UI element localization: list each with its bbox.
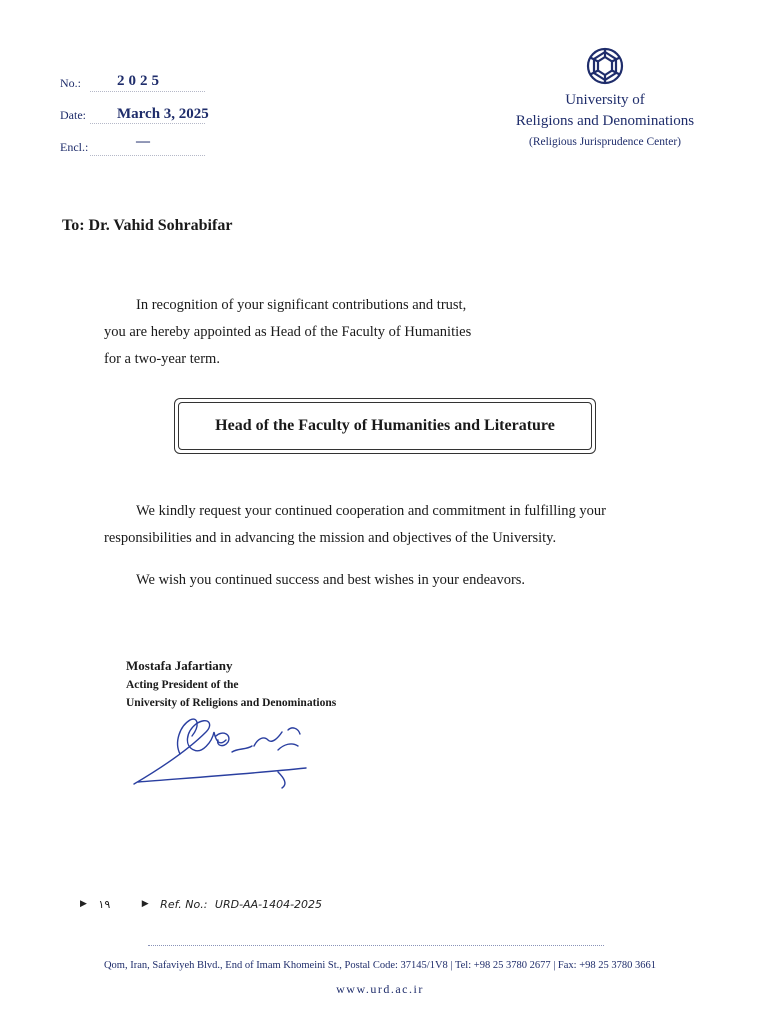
paragraph-line: responsibilities and in advancing the mission and objectives of the University. bbox=[104, 530, 557, 546]
paragraph-line: In recognition of your significant contributions and trust, bbox=[136, 297, 467, 313]
enclosure-value: — bbox=[136, 134, 150, 149]
university-name-line2: Religions and Denominations bbox=[515, 113, 695, 129]
footer-website: www.urd.ac.ir bbox=[336, 982, 424, 996]
request-paragraph bbox=[104, 498, 684, 552]
paragraph-line: for a two-year term. bbox=[104, 351, 220, 367]
university-center: (Religious Jurisprudence Center) bbox=[528, 136, 681, 148]
position-title-box bbox=[174, 398, 596, 454]
reference-label: Ref. No.: bbox=[160, 897, 208, 911]
wishes-paragraph: We wish you continued success and best wishes in your endeavors. bbox=[136, 572, 526, 588]
university-emblem-icon bbox=[585, 46, 625, 86]
footer-address: Qom, Iran, Safaviyeh Blvd., End of Imam Khomeini St., Postal Code: 37145/1V8 | Tel: +98 25 3780 2677 | Fax: +98 25 3780 3661 bbox=[103, 960, 657, 971]
position-title: Head of the Faculty of Humanities and Literature bbox=[178, 402, 592, 450]
triangle-right-icon: ▶ bbox=[80, 899, 87, 909]
letter-meta bbox=[60, 73, 209, 172]
number-row bbox=[60, 73, 200, 108]
university-letterhead bbox=[500, 46, 710, 152]
recipient-line: To: Dr. Vahid Sohrabifar bbox=[62, 217, 233, 234]
date-label: Date: bbox=[60, 108, 86, 122]
signer-title-line2: University of Religions and Denominations bbox=[126, 697, 337, 709]
enclosure-row bbox=[60, 134, 200, 172]
triangle-right-icon: ▶ bbox=[141, 899, 149, 909]
signer-title-line1: Acting President of the bbox=[126, 679, 239, 691]
signer-block bbox=[126, 656, 336, 712]
handwritten-signature bbox=[128, 712, 318, 792]
reference-number: URD-AA-1404-2025 bbox=[214, 897, 323, 911]
number-label: No.: bbox=[60, 76, 81, 90]
footer-divider bbox=[148, 945, 604, 946]
paragraph-line: We kindly request your continued cooperation and commitment in fulfilling your bbox=[136, 503, 606, 519]
reference-line bbox=[80, 897, 322, 911]
university-name-line1: University of bbox=[565, 92, 645, 108]
page-code: ۱۹ bbox=[98, 897, 111, 911]
date-value: March 3, 2025 bbox=[117, 106, 209, 122]
signer-name: Mostafa Jafartiany bbox=[126, 658, 233, 673]
paragraph-line: you are hereby appointed as Head of the Faculty of Humanities bbox=[104, 324, 472, 340]
appointment-paragraph bbox=[104, 292, 664, 373]
date-row bbox=[60, 106, 209, 140]
number-value: 2025 bbox=[117, 73, 163, 89]
enclosure-label: Encl.: bbox=[60, 140, 89, 154]
